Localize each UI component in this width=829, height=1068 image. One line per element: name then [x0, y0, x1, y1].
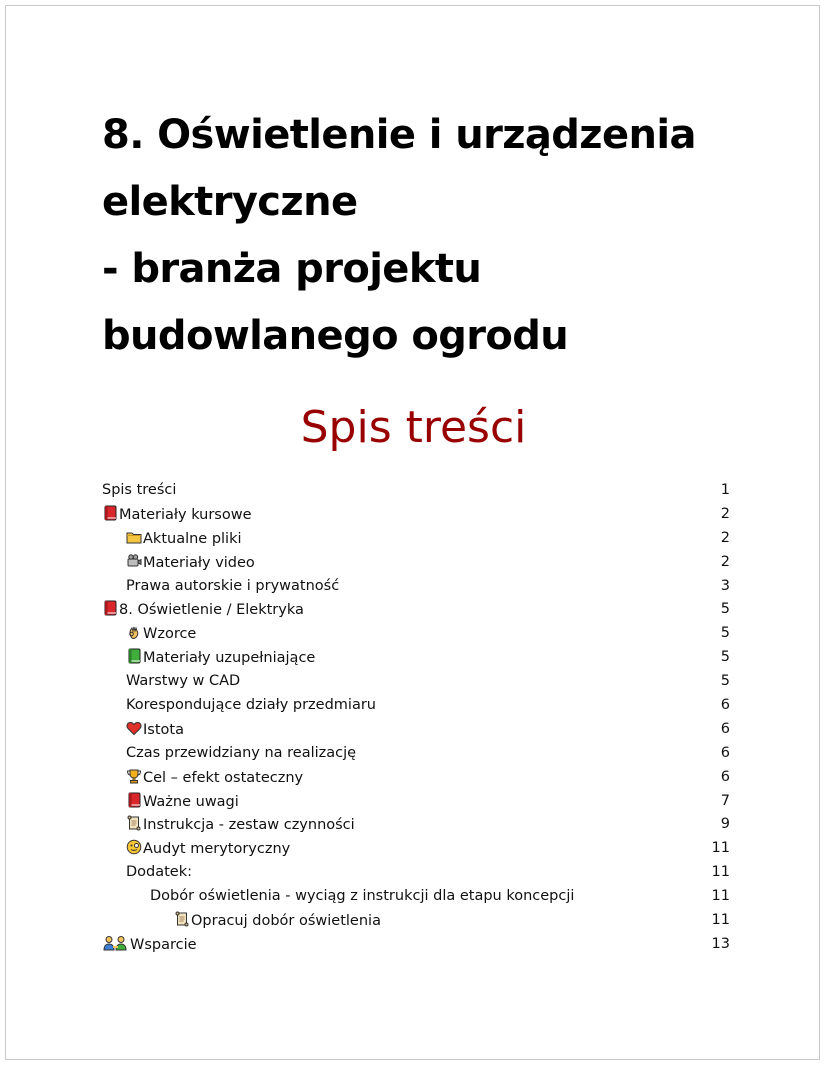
- title-line: - branża projektu: [102, 246, 482, 292]
- trophy-icon: [126, 768, 142, 784]
- title-line: budowlanego ogrodu: [102, 313, 569, 359]
- film-projector-icon: [126, 553, 142, 569]
- toc-entry-label[interactable]: [126, 697, 690, 713]
- toc-entry-text: Materiały kursowe: [119, 506, 252, 523]
- toc-entry-label[interactable]: [126, 768, 690, 786]
- toc-entry-page-number: 11: [711, 888, 730, 905]
- toc-entry[interactable]: [102, 932, 730, 956]
- toc-entry-label[interactable]: [126, 553, 690, 571]
- toc-entry-text: Materiały video: [143, 554, 255, 571]
- scroll-icon: [126, 815, 142, 831]
- toc-entry-text: Czas przewidziany na realizację: [126, 744, 357, 761]
- toc-entry[interactable]: [102, 550, 730, 574]
- toc-entry[interactable]: [102, 860, 730, 884]
- toc-entry[interactable]: [102, 478, 730, 502]
- toc-entry[interactable]: [102, 645, 730, 669]
- toc-entry[interactable]: [102, 526, 730, 550]
- toc-entry-label[interactable]: [126, 648, 690, 666]
- toc-entry-text: Prawa autorskie i prywatność: [126, 577, 340, 594]
- toc-entry[interactable]: [102, 717, 730, 741]
- toc-entry-label[interactable]: [126, 815, 690, 833]
- toc-entry-label[interactable]: [126, 792, 690, 810]
- toc-entry-page-number: 7: [720, 792, 730, 809]
- toc-entry-page-number: 3: [720, 577, 730, 594]
- toc-entry[interactable]: [102, 574, 730, 598]
- toc-entry-page-number: 9: [720, 816, 730, 833]
- toc-entry-label[interactable]: [150, 888, 690, 904]
- toc-entry-label[interactable]: [102, 935, 690, 953]
- toc-entry[interactable]: [102, 693, 730, 717]
- toc-entry-page-number: 13: [711, 935, 730, 952]
- toc-entry-page-number: 5: [720, 649, 730, 666]
- toc-entry[interactable]: [102, 908, 730, 932]
- toc-entry[interactable]: [102, 741, 730, 765]
- toc-entry-text: Ważne uwagi: [143, 793, 239, 810]
- table-of-contents: [102, 478, 730, 956]
- toc-entry-text: Materiały uzupełniające: [143, 650, 316, 667]
- toc-entry-label[interactable]: [126, 578, 690, 594]
- toc-entry-page-number: 2: [720, 505, 730, 522]
- toc-entry-text: Spis treści: [102, 481, 177, 498]
- toc-entry-text: Opracuj dobór oświetlenia: [191, 912, 381, 929]
- red-book-icon: [102, 600, 118, 616]
- toc-entry-page-number: 5: [720, 625, 730, 642]
- ok-hand-icon: [126, 624, 142, 640]
- toc-entry-text: Audyt merytoryczny: [143, 841, 291, 858]
- document-title: [102, 102, 762, 370]
- document-page: [5, 5, 820, 1060]
- toc-entry-page-number: 6: [720, 768, 730, 785]
- toc-entry-page-number: 11: [711, 840, 730, 857]
- toc-entry-label[interactable]: [126, 839, 690, 857]
- toc-entry-text: Warstwy w CAD: [126, 673, 241, 690]
- toc-entry-page-number: 5: [720, 601, 730, 618]
- toc-entry-text: 8. Oświetlenie / Elektryka: [119, 602, 304, 619]
- toc-entry[interactable]: [102, 502, 730, 526]
- toc-entry[interactable]: [102, 789, 730, 813]
- toc-entry-text: Istota: [143, 721, 184, 738]
- toc-entry-page-number: 6: [720, 720, 730, 737]
- green-book-icon: [126, 648, 142, 664]
- toc-entry-text: Wzorce: [143, 626, 197, 643]
- toc-entry-text: Aktualne pliki: [143, 530, 242, 547]
- toc-entry-page-number: 5: [720, 673, 730, 690]
- toc-entry-label[interactable]: [126, 673, 690, 689]
- toc-entry-label[interactable]: [102, 600, 690, 618]
- scroll-icon: [174, 911, 190, 927]
- toc-entry-text: Wsparcie: [130, 936, 197, 953]
- toc-entry[interactable]: [102, 597, 730, 621]
- toc-entry-text: Instrukcja - zestaw czynności: [143, 817, 355, 834]
- toc-entry-text: Korespondujące działy przedmiaru: [126, 696, 376, 713]
- toc-entry-label[interactable]: [126, 529, 690, 547]
- toc-entry-page-number: 2: [720, 553, 730, 570]
- toc-entry-label[interactable]: [126, 745, 690, 761]
- toc-entry[interactable]: [102, 669, 730, 693]
- toc-entry-label[interactable]: [126, 720, 690, 738]
- toc-entry-label[interactable]: [126, 624, 690, 642]
- toc-entry[interactable]: [102, 812, 730, 836]
- toc-entry-text: Dobór oświetlenia - wyciąg z instrukcji dla etapu koncepcji: [150, 888, 575, 905]
- toc-entry-page-number: 2: [720, 529, 730, 546]
- toc-entry-text: Cel – efekt ostateczny: [143, 769, 304, 786]
- monocle-face-icon: [126, 839, 142, 855]
- toc-entry-label[interactable]: [174, 911, 690, 929]
- title-line: 8. Oświetlenie i urządzenia: [102, 112, 696, 158]
- heart-icon: [126, 720, 142, 736]
- toc-entry-page-number: 1: [720, 481, 730, 498]
- toc-entry-label[interactable]: [102, 505, 690, 523]
- toc-entry-page-number: 6: [720, 744, 730, 761]
- red-book-icon: [126, 792, 142, 808]
- toc-entry[interactable]: [102, 884, 730, 908]
- folder-icon: [126, 529, 142, 545]
- toc-entry[interactable]: [102, 621, 730, 645]
- toc-entry-page-number: 11: [711, 864, 730, 881]
- toc-entry[interactable]: [102, 765, 730, 789]
- toc-entry[interactable]: [102, 836, 730, 860]
- people-icon: [102, 935, 129, 951]
- toc-entry-label[interactable]: [102, 482, 690, 498]
- toc-entry-page-number: 6: [720, 696, 730, 713]
- toc-heading: Spis treści: [300, 402, 527, 453]
- toc-entry-text: Dodatek:: [126, 864, 193, 881]
- title-line: elektryczne: [102, 179, 358, 225]
- red-book-icon: [102, 505, 118, 521]
- toc-entry-label[interactable]: [126, 864, 690, 880]
- toc-entry-page-number: 11: [711, 911, 730, 928]
